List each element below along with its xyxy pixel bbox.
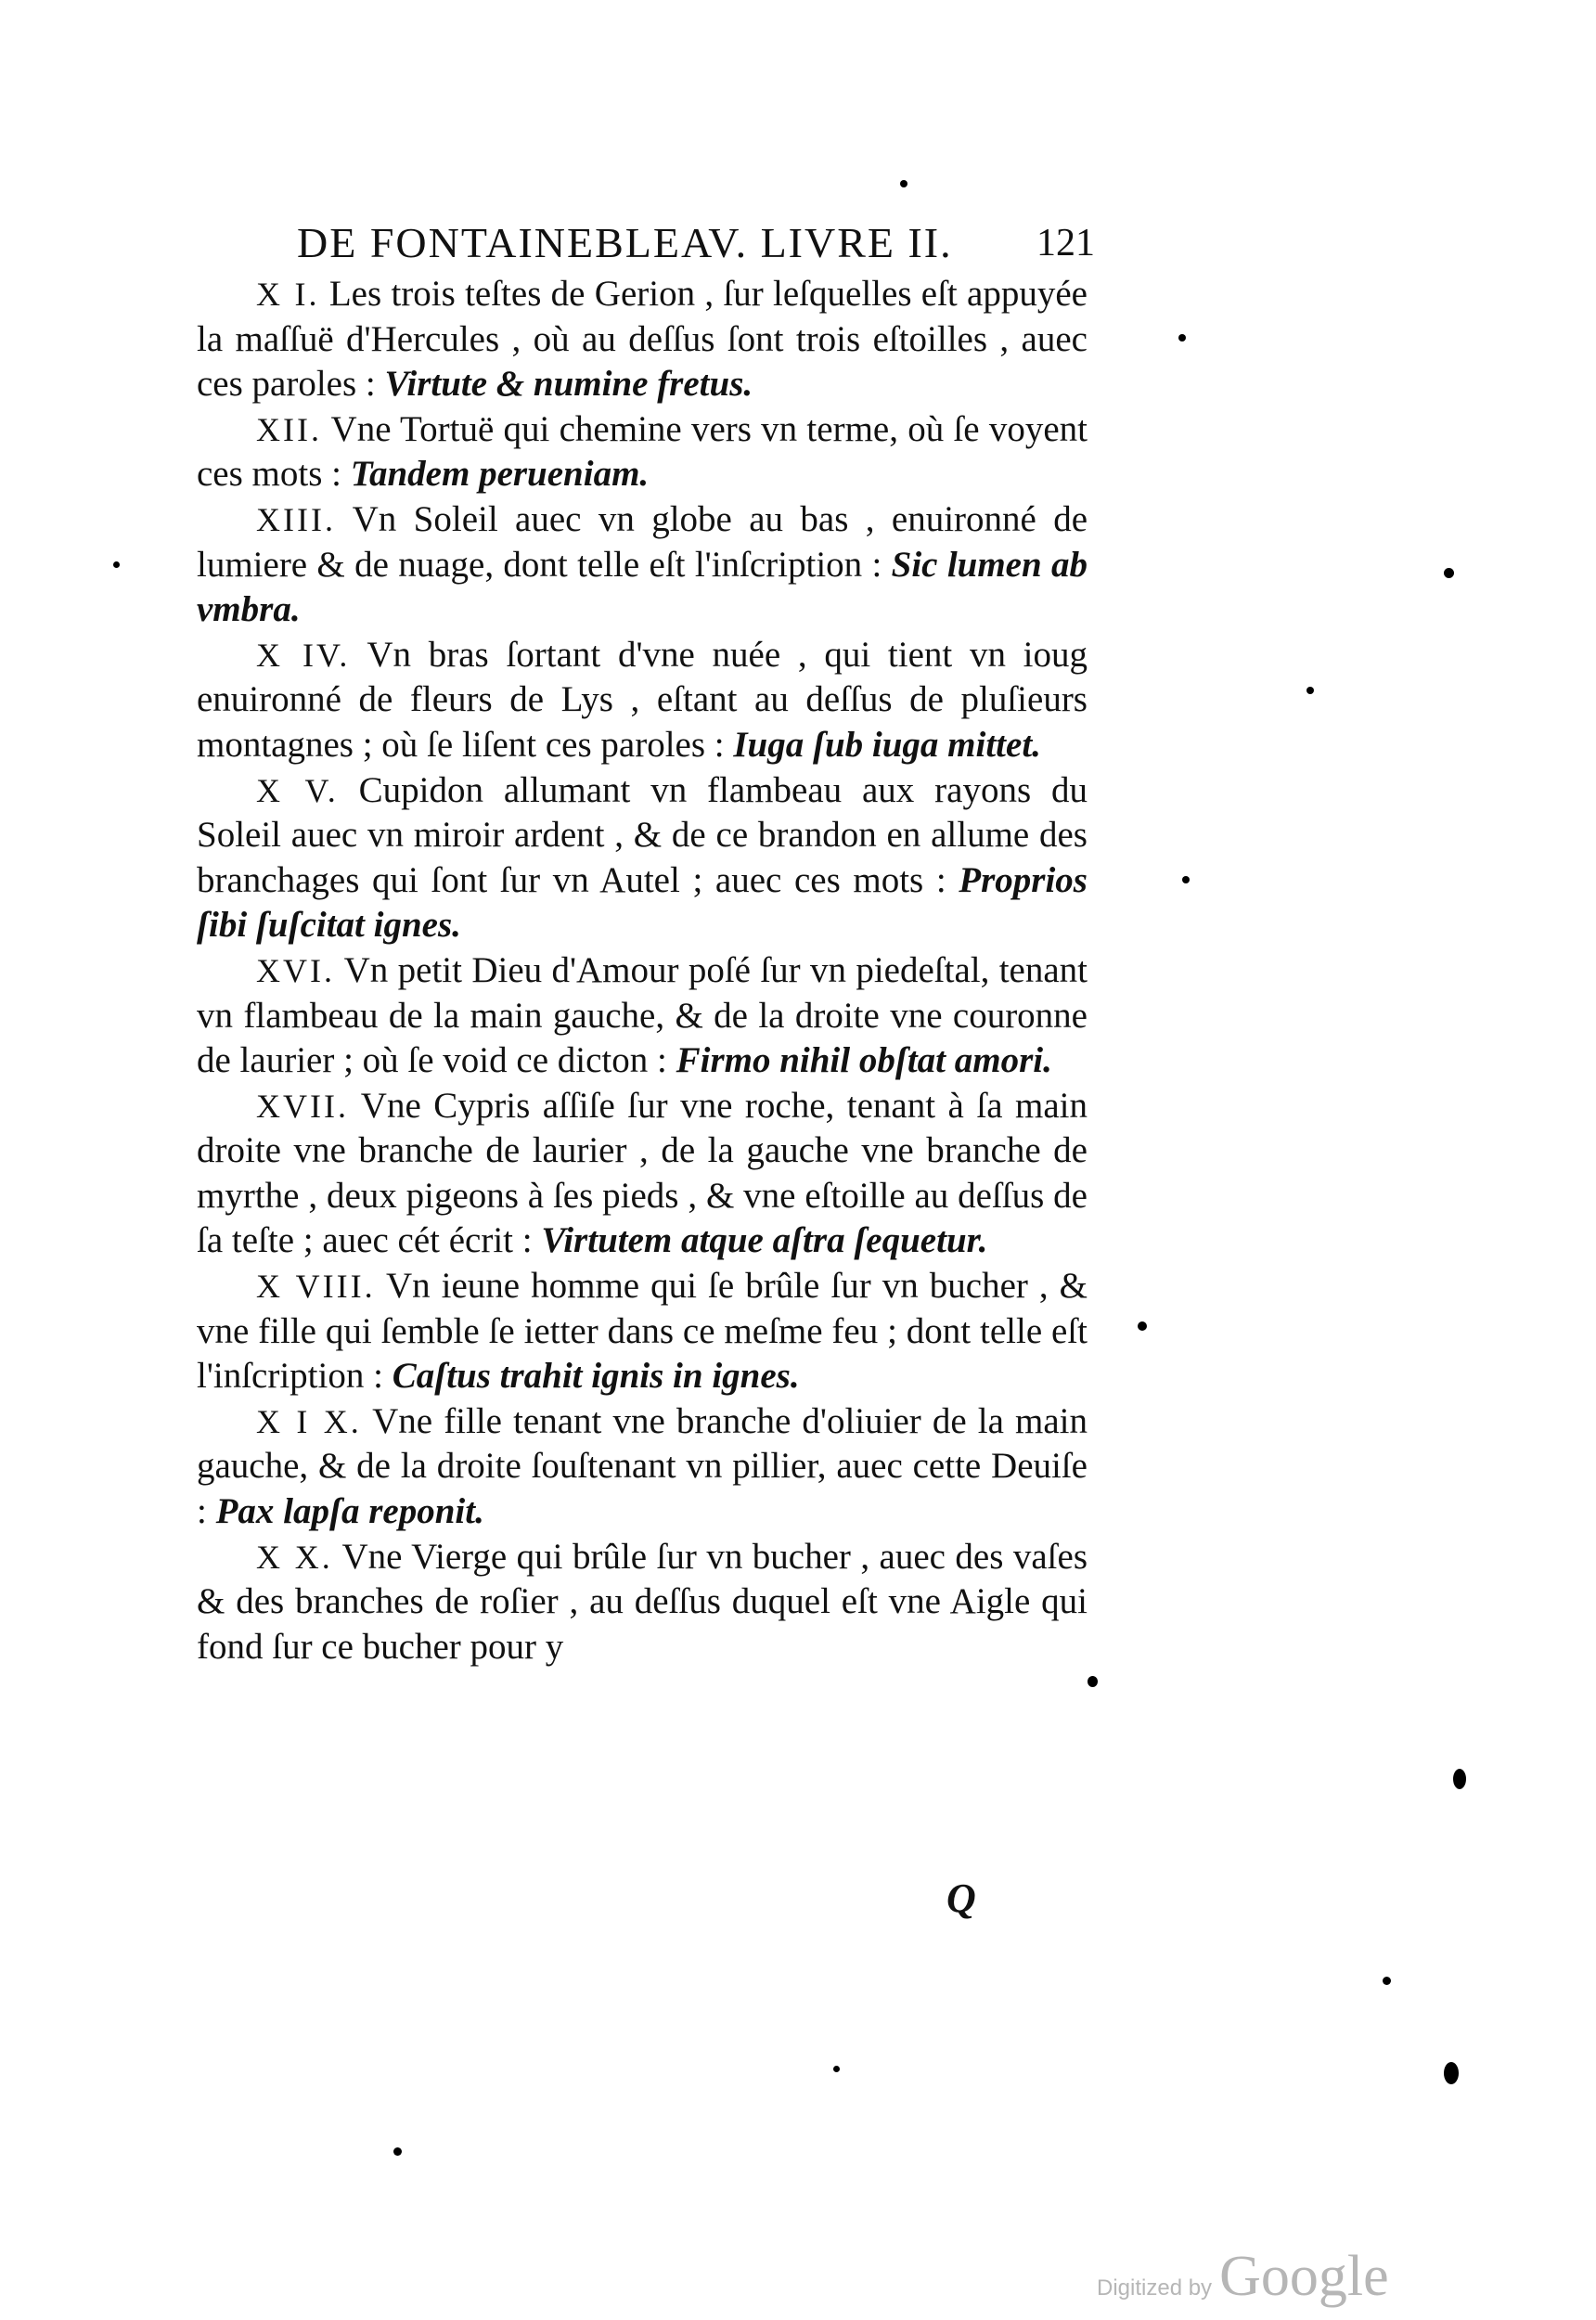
entry-numeral: X X. <box>256 1538 333 1576</box>
entry-11 <box>197 272 1088 407</box>
entry-text: Vne fille tenant vne branche d'oliuier de la main gauche, & de la droite ſouſtenant vn pillier, auec cette Deuiſe : <box>197 1400 1088 1532</box>
entry-numeral: XII. <box>256 410 322 448</box>
entry-text: Vn petit Dieu d'Amour poſé ſur vn piedeſtal, tenant vn flambeau de la main gauche, & de la droite vne couronne de laurier ; où ſe void ce dicton : <box>197 949 1088 1081</box>
catchword: Q <box>946 1875 976 1921</box>
scan-speck <box>1088 1676 1098 1687</box>
entry-text: Vne Tortuë qui chemine vers vn terme, où ſe voyent ces mots : <box>197 408 1088 495</box>
entry-text: Vn ieune homme qui ſe brûle ſur vn bucher , & vne fille qui ſemble ſe ietter dans ce meſme feu ; dont telle eſt l'inſcription : <box>197 1266 1088 1397</box>
scan-speck <box>1453 1769 1466 1789</box>
entry-motto: Virtutem atque aſtra ſequetur. <box>541 1220 988 1261</box>
entry-12 <box>197 407 1088 497</box>
scan-speck <box>900 180 907 187</box>
entry-motto: Caſtus trahit ignis in ignes. <box>392 1356 800 1397</box>
entry-motto: Virtute & numine fretus. <box>384 364 753 405</box>
entry-numeral: X VIII. <box>256 1268 376 1306</box>
entry-numeral: X I. <box>256 276 320 313</box>
page-number: 121 <box>1036 222 1095 264</box>
entry-motto: Tandem perueniam. <box>350 454 650 495</box>
scan-speck <box>1444 2062 1459 2084</box>
entry-numeral: X IV. <box>256 636 351 674</box>
scan-speck <box>393 2147 402 2156</box>
entry-14 <box>197 633 1088 768</box>
watermark-prefix: Digitized by <box>1097 2275 1213 2301</box>
scan-speck <box>1138 1321 1147 1331</box>
watermark-brand: Google <box>1219 2245 1389 2308</box>
entry-numeral: XIII. <box>256 500 336 538</box>
scan-speck <box>113 561 120 568</box>
entry-numeral: X I X. <box>256 1402 362 1440</box>
entry-text: Vn Soleil auec vn globe au bas , enuironné de lumiere & de nuage, dont telle eſt l'inſcription : <box>197 498 1088 585</box>
entry-text: Vne Vierge qui brûle ſur vn bucher , auec des vaſes & des branches de roſier , au deſſus duquel eſt vne Aigle qui fond ſur ce bucher pour y <box>197 1536 1088 1667</box>
entry-text: Les trois teſtes de Gerion , ſur leſquelles eſt appuyée la maſſuë d'Hercules , où au deſſus ſont trois eſtoilles , auec ces paroles : <box>197 274 1088 405</box>
entry-motto: Pax lapſa reponit. <box>215 1491 484 1532</box>
entry-text: Vn bras ſortant d'vne nuée , qui tient vn ioug enuironné de fleurs de Lys , eſtant au deſſus de pluſieurs montagnes ; où ſe liſent ces paroles : <box>197 634 1088 765</box>
body-text <box>197 272 1088 1669</box>
digitization-watermark <box>1097 2244 1389 2310</box>
scan-speck <box>1306 687 1314 694</box>
scan-speck <box>1444 568 1454 578</box>
entry-17 <box>197 1084 1088 1264</box>
entry-19 <box>197 1399 1088 1535</box>
scan-speck <box>1383 1977 1391 1985</box>
entry-motto: Iuga ſub iuga mittet. <box>733 724 1041 765</box>
entry-numeral: X V. <box>256 771 339 809</box>
entry-numeral: XVII. <box>256 1087 349 1125</box>
running-header <box>297 215 1095 271</box>
entry-text: Cupidon allumant vn flambeau aux rayons du Soleil auec vn miroir ardent , & de ce brandon en allume des branchages qui ſont ſur vn Autel ; auec ces mots : <box>197 769 1088 900</box>
entry-numeral: XVI. <box>256 951 335 989</box>
entry-13 <box>197 497 1088 633</box>
entry-text: Vne Cypris aſſiſe ſur vne roche, tenant à ſa main droite vne branche de laurier , de la gauche vne branche de myrthe , deux pigeons à ſes pieds , & vne eſtoille au deſſus de ſa teſte ; auec cét écrit : <box>197 1085 1088 1261</box>
entry-15 <box>197 768 1088 948</box>
entry-18 <box>197 1264 1088 1399</box>
entry-16 <box>197 948 1088 1084</box>
scan-speck <box>833 2066 840 2072</box>
scan-speck <box>1178 334 1186 342</box>
entry-motto: Proprios ſibi ſuſcitat ignes. <box>197 859 1088 946</box>
running-title: DE FONTAINEBLEAV. LIVRE II. <box>297 219 953 266</box>
entry-20 <box>197 1535 1088 1670</box>
entry-motto: Firmo nihil obſtat amori. <box>676 1040 1052 1081</box>
scan-speck <box>1182 876 1190 883</box>
entry-motto: Sic lumen ab vmbra. <box>197 544 1088 630</box>
